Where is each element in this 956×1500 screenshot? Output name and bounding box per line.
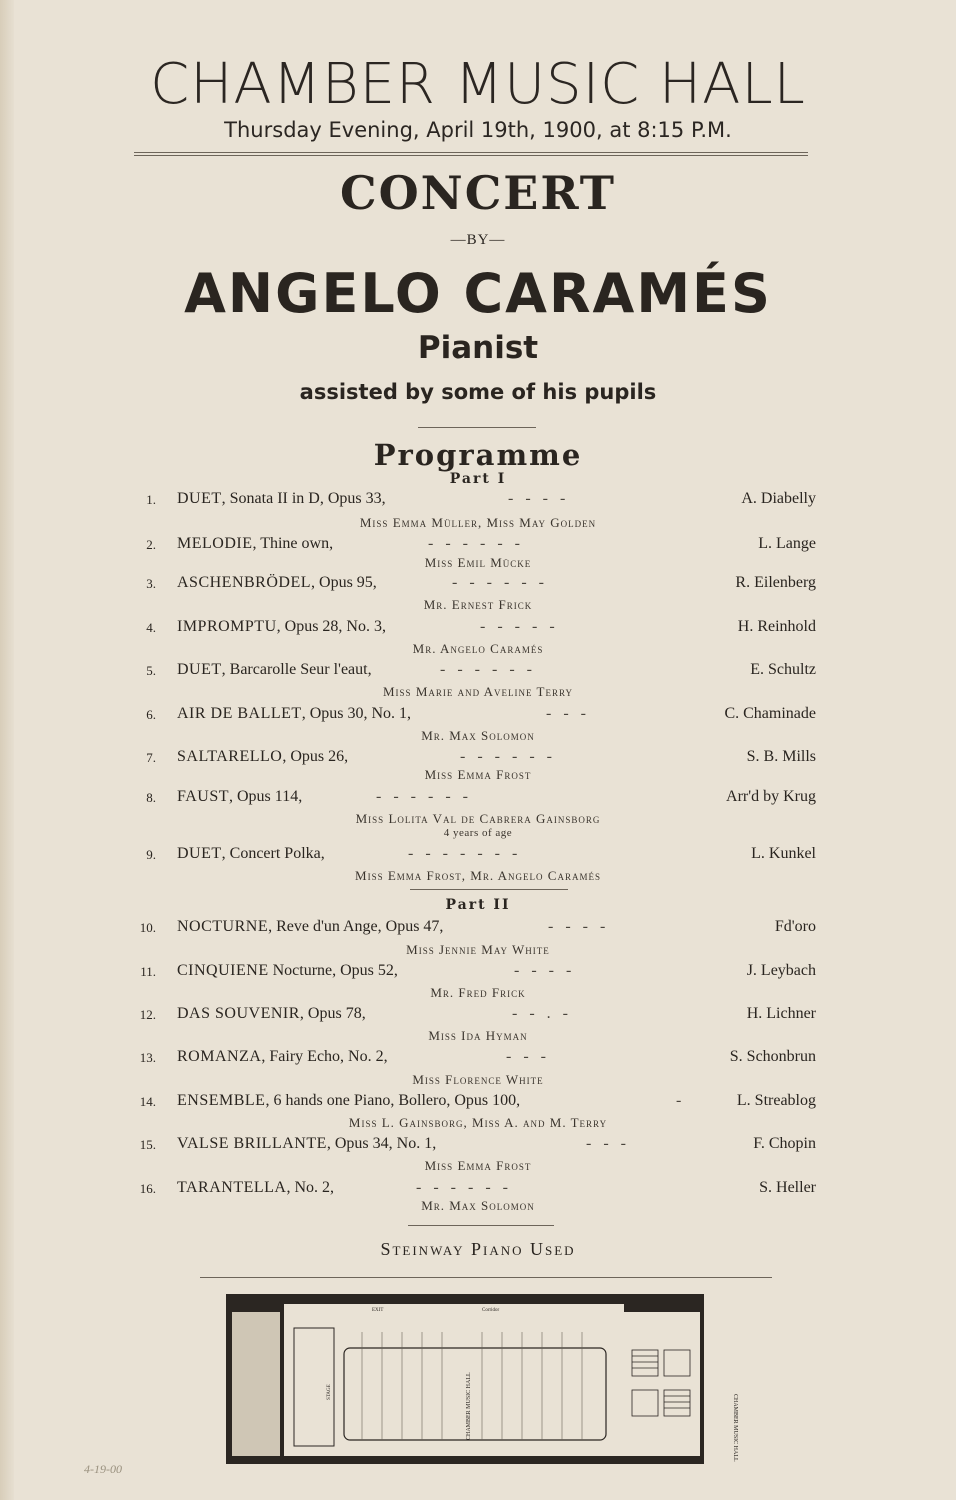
programme-heading: Programme — [373, 438, 583, 472]
item-piece-detail: , Sonata II in D, Opus 33, — [221, 490, 386, 507]
item-piece-detail: , Opus 34, No. 1, — [326, 1135, 437, 1152]
artist-role: Pianist — [417, 330, 539, 366]
item-piece-detail: , Opus 114, — [229, 788, 303, 805]
leader-dashes: - — [676, 1092, 682, 1109]
item-piece-detail: , Barcarolle Seur l'eaut, — [221, 661, 372, 678]
item-number: 12. — [139, 1007, 156, 1022]
item-composer: R. Eilenberg — [735, 574, 816, 591]
item-piece-name: MELODIE — [177, 535, 253, 552]
plan-side-rooms — [232, 1312, 280, 1456]
item-piece-name: DUET — [177, 661, 222, 678]
item-piece-name: VALSE BRILLANTE — [177, 1135, 327, 1152]
divider — [408, 1225, 554, 1226]
item-piece-detail: , Fairy Echo, No. 2, — [261, 1048, 388, 1065]
item-performers: Miss Lolita Val de Cabrera Gainsborg — [355, 811, 601, 826]
programme-item — [0, 661, 956, 681]
leader-dashes: - - - — [586, 1135, 626, 1152]
by-line: —BY— — [450, 232, 506, 248]
item-piece-name: ASCHENBRÖDEL — [177, 574, 312, 591]
leader-dashes: - - - - — [548, 918, 606, 935]
event-date: Thursday Evening, April 19th, 1900, at 8:15 P.M. — [224, 118, 732, 142]
item-title — [177, 1005, 366, 1023]
leader-dashes: - - - - - - - — [408, 845, 518, 862]
programme-item — [0, 1092, 956, 1112]
item-number: 13. — [139, 1050, 156, 1065]
item-number: 9. — [146, 847, 156, 862]
item-piece-detail: , Opus 78, — [299, 1005, 366, 1022]
item-performers: Miss Florence White — [412, 1072, 544, 1087]
programme-item — [0, 535, 956, 555]
item-composer: S. Heller — [759, 1179, 816, 1196]
item-composer: Arr'd by Krug — [726, 788, 816, 805]
leader-dashes: - - . - — [512, 1005, 568, 1022]
item-piece-name: ROMANZA — [177, 1048, 262, 1065]
item-performers: Miss Emma Müller, Miss May Golden — [359, 515, 597, 530]
item-composer: S. B. Mills — [746, 748, 816, 765]
item-performers: Miss Emma Frost — [424, 1158, 532, 1173]
item-performers: Mr. Ernest Frick — [423, 597, 533, 612]
item-piece-detail: , Concert Polka, — [221, 845, 325, 862]
plan-stage-label: STAGE — [327, 1384, 332, 1400]
item-piece-name: CINQUIENE — [177, 962, 269, 979]
item-number: 7. — [146, 750, 156, 765]
item-piece-detail: , Reve d'un Ange, Opus 47, — [268, 918, 444, 935]
plan-center-label: CHAMBER MUSIC HALL — [466, 1372, 472, 1440]
item-number: 16. — [139, 1181, 156, 1196]
item-performers: Miss L. Gainsborg, Miss A. and M. Terry — [348, 1115, 608, 1130]
item-title — [177, 845, 325, 863]
leader-dashes: - - - - - - — [452, 574, 544, 591]
plan-exit-label: EXIT — [372, 1308, 384, 1313]
programme-item — [0, 1005, 956, 1025]
item-piece-name: NOCTURNE — [177, 918, 269, 935]
assisted-line: assisted by some of his pupils — [299, 380, 657, 404]
divider — [134, 155, 808, 156]
item-piece-name: IMPROMPTU — [177, 618, 277, 635]
item-number: 4. — [146, 620, 156, 635]
leader-dashes: - - - - — [514, 962, 572, 979]
hall-title: CHAMBER MUSIC HALL — [150, 52, 806, 117]
item-number: 5. — [146, 663, 156, 678]
item-composer: F. Chopin — [753, 1135, 816, 1152]
item-piece-detail: , Opus 26, — [282, 748, 349, 765]
leader-dashes: - - - — [506, 1048, 546, 1065]
programme-item — [0, 1048, 956, 1068]
item-title — [177, 1179, 334, 1197]
item-piece-name: AIR DE BALLET — [177, 705, 302, 722]
concert-heading: CONCERT — [339, 166, 617, 220]
item-title — [177, 1048, 388, 1066]
handwritten-note: 4-19-00 — [84, 1462, 122, 1476]
item-composer: S. Schonbrun — [729, 1048, 816, 1065]
programme-item — [0, 490, 956, 510]
item-piece-detail: , Opus 30, No. 1, — [301, 705, 412, 722]
programme-item — [0, 1179, 956, 1199]
steinway-note: Steinway Piano Used — [380, 1239, 576, 1259]
item-number: 1. — [146, 492, 156, 507]
programme-item — [0, 788, 956, 808]
item-piece-detail: , Opus 95, — [311, 574, 377, 591]
item-composer: L. Streablog — [736, 1092, 816, 1109]
item-number: 10. — [139, 920, 156, 935]
divider — [410, 889, 568, 890]
item-number: 15. — [139, 1137, 156, 1152]
item-title — [177, 490, 386, 508]
programme-item — [0, 618, 956, 638]
programme-item — [0, 1135, 956, 1155]
item-piece-detail: Nocturne, Opus 52, — [268, 962, 398, 979]
item-piece-name: ENSEMBLE — [177, 1092, 266, 1109]
item-title — [177, 618, 386, 636]
item-composer: H. Lichner — [746, 1005, 816, 1022]
leader-dashes: - - - - — [508, 490, 566, 507]
item-composer: C. Chaminade — [724, 705, 816, 722]
item-number: 2. — [146, 537, 156, 552]
item-performers: Miss Emma Frost — [424, 767, 532, 782]
item-piece-detail: , No. 2, — [286, 1179, 335, 1196]
item-title — [177, 748, 348, 766]
programme-item — [0, 962, 956, 982]
part-one-label: Part I — [449, 471, 507, 487]
item-piece-detail: , Opus 28, No. 3, — [276, 618, 386, 635]
item-composer: E. Schultz — [750, 661, 816, 678]
item-performers: Miss Emma Frost, Mr. Angelo Caramés — [355, 868, 601, 883]
item-title — [177, 1092, 520, 1110]
leader-dashes: - - - - - - — [428, 535, 520, 552]
item-title — [177, 962, 398, 980]
leader-dashes: - - - - - — [480, 618, 555, 635]
item-composer: A. Diabelly — [741, 490, 816, 507]
item-composer: L. Lange — [758, 535, 816, 552]
item-piece-detail: , 6 hands one Piano, Bollero, Opus 100, — [265, 1092, 521, 1109]
item-performers: Miss Jennie May White — [406, 942, 550, 957]
plan-auditorium — [284, 1312, 624, 1456]
leader-dashes: - - - - - - — [440, 661, 532, 678]
plan-side-label: CHAMBER MUSIC HALL — [732, 1394, 738, 1462]
item-performers: Miss Ida Hyman — [428, 1028, 528, 1043]
item-number: 14. — [139, 1094, 156, 1109]
item-performers: Mr. Fred Frick — [430, 985, 526, 1000]
programme-item — [0, 705, 956, 725]
item-number: 8. — [146, 790, 156, 805]
item-title — [177, 535, 333, 553]
item-performers: Mr. Max Solomon — [421, 1198, 535, 1213]
item-number: 11. — [140, 964, 156, 979]
item-piece-name: FAUST — [177, 788, 229, 805]
item-composer: H. Reinhold — [737, 618, 816, 635]
item-performers: Mr. Angelo Caramés — [412, 641, 544, 656]
item-performers: Miss Emil Mücke — [424, 555, 532, 570]
item-performers: Miss Marie and Aveline Terry — [383, 684, 573, 699]
item-title — [177, 788, 302, 806]
leader-dashes: - - - — [546, 705, 586, 722]
item-composer: Fd'oro — [774, 918, 816, 935]
part-two-label: Part II — [445, 897, 511, 913]
item-piece-name: DUET — [177, 845, 222, 862]
item-composer: L. Kunkel — [751, 845, 816, 862]
divider — [418, 427, 536, 428]
leader-dashes: - - - - - - — [460, 748, 552, 765]
item-number: 3. — [146, 576, 156, 591]
item-piece-name: TARANTELLA — [177, 1179, 287, 1196]
item-title — [177, 1135, 436, 1153]
item-title — [177, 574, 377, 592]
artist-name: ANGELO CARAMÉS — [184, 262, 772, 325]
programme-item — [0, 918, 956, 938]
divider — [200, 1277, 772, 1278]
item-performers: Mr. Max Solomon — [421, 728, 535, 743]
item-piece-name: DAS SOUVENIR — [177, 1005, 300, 1022]
item-composer: J. Leybach — [746, 962, 816, 979]
plan-lobby — [624, 1312, 700, 1456]
item-piece-name: DUET — [177, 490, 222, 507]
item-piece-name: SALTARELLO — [177, 748, 283, 765]
floor-plan — [222, 1290, 738, 1468]
divider — [134, 152, 808, 153]
programme-item — [0, 574, 956, 594]
leader-dashes: - - - - - - — [376, 788, 468, 805]
leader-dashes: - - - - - - — [416, 1179, 508, 1196]
item-number: 6. — [146, 707, 156, 722]
item-title — [177, 918, 443, 936]
item-title — [177, 661, 372, 679]
item-piece-detail: , Thine own, — [252, 535, 334, 552]
plan-corridor-label: Corridor — [482, 1308, 500, 1313]
item-title — [177, 705, 411, 723]
item-note: 4 years of age — [443, 827, 513, 839]
programme-item — [0, 748, 956, 768]
programme-item — [0, 845, 956, 865]
